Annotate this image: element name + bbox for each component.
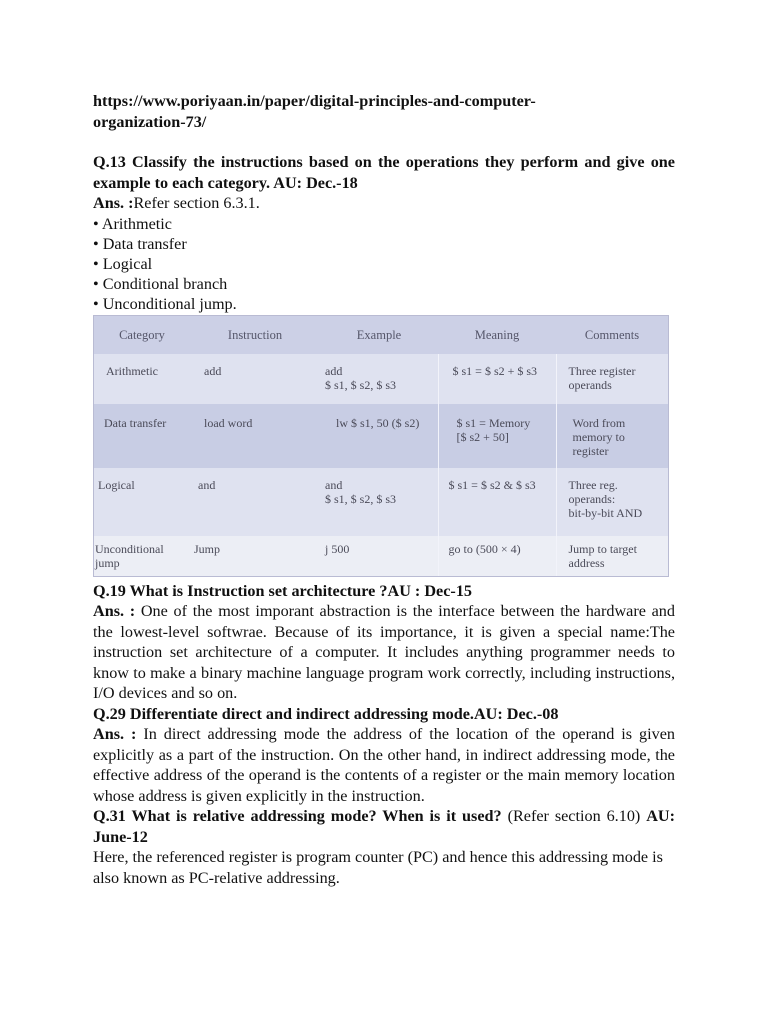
document-page <box>93 91 675 888</box>
column-header: Instruction <box>227 327 283 342</box>
table-cell: and <box>198 477 216 492</box>
table-row <box>94 536 668 576</box>
table-cell: Jump to target address <box>556 536 668 576</box>
table-cell: add <box>204 363 222 378</box>
source-url-line2: organization-73/ <box>93 112 207 131</box>
question-31-text: Q.31 What is relative addressing mode? When is it used? <box>93 807 502 825</box>
question-31 <box>93 806 675 847</box>
source-url-line1: https://www.poriyaan.in/paper/digital-principles-and-computer- <box>93 92 536 110</box>
table-cell: Three reg. operands: bit-by-bit AND <box>556 468 668 536</box>
list-item: • Data transfer <box>93 234 187 253</box>
table-cell: Unconditional jump <box>95 541 164 570</box>
table-header-row <box>94 316 668 354</box>
list-item: • Unconditional jump. <box>93 294 237 313</box>
column-header: Comments <box>584 327 640 342</box>
table-cell: Logical <box>98 477 135 492</box>
instruction-category-table <box>94 316 668 576</box>
table-cell: $ s1 = $ s2 & $ s3 <box>438 468 556 536</box>
table-cell: add $ s1, $ s2, $ s3 <box>325 363 397 392</box>
instruction-category-table-image <box>93 315 669 577</box>
category-list <box>93 214 675 314</box>
table-row <box>94 468 668 536</box>
answer-19-text: One of the most imporant abstraction is the interface between the hardware and the lowest-level softwrae. Because of its importance, it is given a special name:The instruction set architecture of a computer. It includes anything programmer needs to know to make a binary machine language program work correctly, including instructions, I/O devices and so on. <box>93 602 675 702</box>
answer-29 <box>93 724 675 806</box>
table-cell: load word <box>204 415 253 430</box>
answer-label: Ans. : <box>93 725 137 743</box>
table-row <box>94 404 668 468</box>
answer-29-text: In direct addressing mode the address of the location of the operand is given explicitly as a part of the instruction. On the other hand, in indirect addressing mode, the effective address of the operand is the contents of a register or the main memory location whose address is given explicitly in the instruction. <box>93 725 675 805</box>
column-header: Meaning <box>474 327 520 342</box>
table-cell: Arithmetic <box>106 363 158 378</box>
table-cell: $ s1 = $ s2 + $ s3 <box>438 354 556 404</box>
table-cell: Jump <box>194 541 221 556</box>
table-cell: j 500 <box>325 541 350 556</box>
question-31-ref: (Refer section 6.10) <box>501 807 647 825</box>
table-row <box>94 354 668 404</box>
table-cell: $ s1 = Memory [$ s2 + 50] <box>438 404 556 468</box>
question-13: Q.13 Classify the instructions based on the operations they perform and give one example to each category. AU: Dec.-18 <box>93 153 675 192</box>
table-cell: lw $ s1, 50 ($ s2) <box>336 415 420 430</box>
answer-13 <box>93 193 675 214</box>
answer-31: Here, the referenced register is program counter (PC) and hence this addressing mode is also known as PC-relative addressing. <box>93 848 663 887</box>
question-19: Q.19 What is Instruction set architecture ?AU : Dec-15 <box>93 581 473 600</box>
column-header: Category <box>119 327 165 342</box>
question-31-au: AU: June-12 <box>93 807 675 846</box>
source-url[interactable] <box>93 91 675 132</box>
list-item: • Arithmetic <box>93 214 172 233</box>
column-header: Example <box>356 327 402 342</box>
table-cell: go to (500 × 4) <box>438 536 556 576</box>
table-cell: and $ s1, $ s2, $ s3 <box>325 477 397 506</box>
answer-13-text: Refer section 6.3.1. <box>133 194 260 212</box>
list-item: • Conditional branch <box>93 274 228 293</box>
answer-label: Ans. : <box>93 194 134 212</box>
list-item: • Logical <box>93 254 153 273</box>
question-29: Q.29 Differentiate direct and indirect addressing mode.AU: Dec.-08 <box>93 704 559 723</box>
table-cell: Word from memory to register <box>556 404 668 468</box>
table-cell: Three register operands <box>556 354 668 404</box>
answer-19 <box>93 601 675 704</box>
table-cell: Data transfer <box>104 415 167 430</box>
answer-label: Ans. : <box>93 602 136 620</box>
